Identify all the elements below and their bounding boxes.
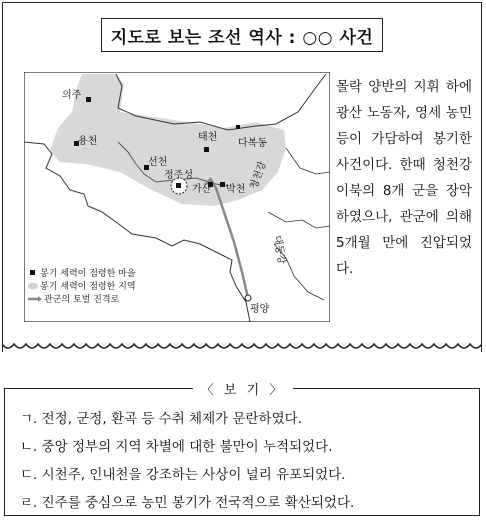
label-cheongcheon-river: 청천강 — [248, 160, 269, 192]
label-seoncheon: 선천 — [148, 157, 168, 168]
label-yongcheon: 용천 — [78, 136, 98, 147]
page-title: 지도로 보는 조선 역사 : ○○ 사건 — [110, 27, 374, 48]
passage-text: 몰락 양반의 지휘 하에 광산 노동자, 영세 농민 등이 가담하여 봉기한 사건이다. 한때 청천강 이북의 8개 군을 장악하였으나, 관군에 의해 5개월 만에 진압되었다. — [336, 79, 472, 277]
town-marker-uiju — [86, 97, 91, 102]
label-uiju: 의주 — [62, 90, 82, 101]
legend-occupied-town: 봉기 세력이 점령한 마을 — [40, 269, 136, 279]
legend-suppression-route: 관군의 토벌 진격로 — [44, 295, 120, 305]
label-jeongjuseong: 정주성 — [164, 170, 193, 181]
label-pyeongyang: 평양 — [250, 304, 270, 315]
town-marker-dabokdong — [236, 125, 240, 129]
label-daedong-river: 대동강 — [271, 234, 287, 266]
boki-title-text: 보 기 — [223, 383, 263, 398]
option-giyeok: ㄱ. 전정, 군정, 환곡 등 수취 체제가 문란하였다. — [20, 411, 302, 427]
torn-edge — [2, 336, 482, 356]
label-bakcheon: 박천 — [226, 184, 246, 195]
historical-map — [24, 72, 330, 322]
option-nieun: ㄴ. 중앙 정부의 지역 차별에 대한 불만이 누적되었다. — [20, 439, 333, 455]
option-rieul: ㄹ. 진주를 중심으로 농민 봉기가 전국적으로 확산되었다. — [20, 495, 355, 511]
town-marker-bakcheon — [220, 182, 225, 187]
boki-title: 〈 보 기 〉 — [0, 379, 486, 398]
legend-area-icon — [28, 283, 38, 290]
legend-square-icon — [30, 270, 35, 275]
town-marker-taecheon — [204, 147, 209, 152]
label-dabokdong: 다복동 — [238, 138, 267, 149]
title-box — [101, 18, 383, 52]
legend-occupied-area: 봉기 세력이 점령한 지역 — [40, 282, 136, 292]
label-gasan: 가산 — [192, 184, 212, 195]
town-marker-jeongju — [176, 183, 181, 188]
option-digeut: ㄷ. 시천주, 인내천을 강조하는 사상이 널리 유포되었다. — [20, 467, 346, 483]
pyeongyang-marker — [245, 295, 251, 301]
label-taecheon: 태천 — [198, 132, 218, 143]
